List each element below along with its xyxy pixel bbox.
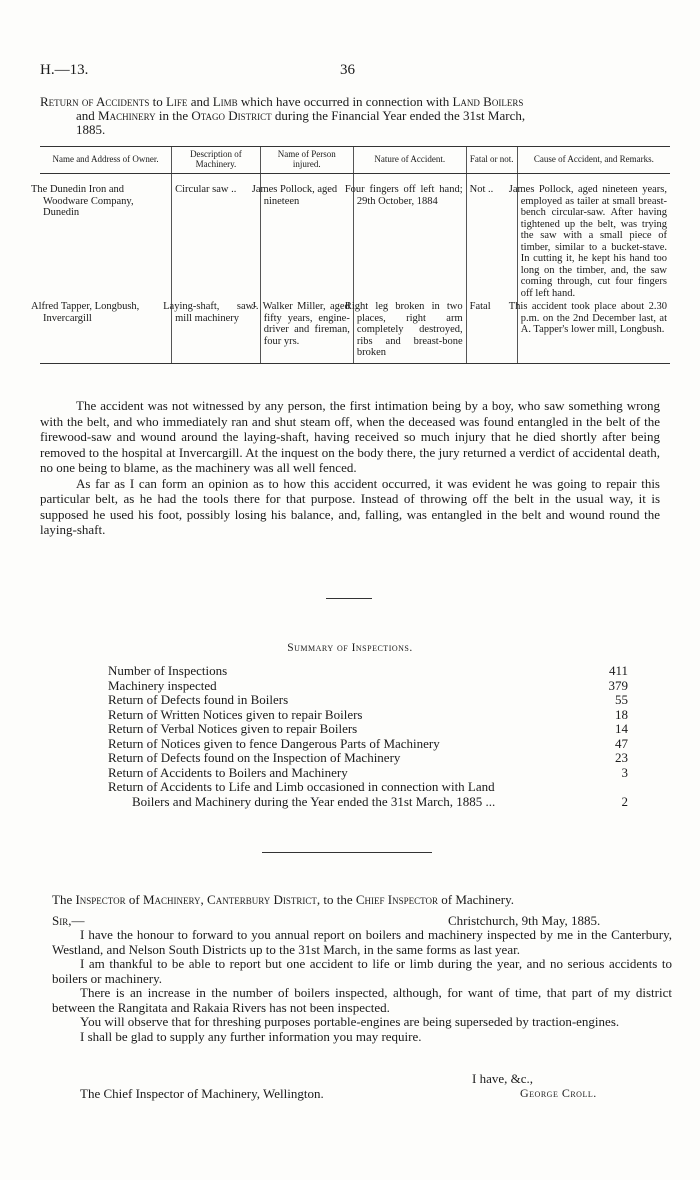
title-part: and <box>76 108 99 123</box>
document-reference: H.—13. <box>40 62 89 78</box>
title-part: during the Financial Year ended the 31st March, <box>271 108 526 123</box>
table-header-row <box>40 147 670 174</box>
summary-item <box>108 766 628 781</box>
letter-paragraph: You will observe that for threshing purposes portable-engines are being superseded by traction-engines. <box>80 1014 620 1029</box>
letter-body <box>52 928 672 1044</box>
summary-item <box>108 737 628 752</box>
summary-item <box>108 751 628 766</box>
person-cell: J. Walker Miller, aged fifty years, engine-driver and fireman, four yrs. <box>260 299 353 363</box>
summary-value: 3 <box>621 764 628 780</box>
table-row <box>40 299 670 363</box>
heading-part: Inspector <box>75 892 126 907</box>
fatal-cell: Fatal <box>466 299 517 363</box>
summary-label: Return of Defects found in Boilers <box>108 692 289 707</box>
column-header: Name and Address of Owner. <box>40 147 172 174</box>
table-row <box>40 184 670 299</box>
column-header: Nature of Accident. <box>353 147 466 174</box>
accidents-table <box>31 146 670 364</box>
summary-of-inspections <box>108 664 628 809</box>
column-header: Description of Machinery. <box>172 147 261 174</box>
title-part: in the <box>155 108 192 123</box>
summary-label-continued: Boilers and Machinery during the Year ended the 31st March, 1885 ... <box>132 793 496 809</box>
heading-part: The <box>52 892 76 907</box>
letter-paragraph: I have the honour to forward to you annual report on boilers and machinery inspected by me in the Canterbury, Westland, and Nelson South Districts up to the 31st March, in the same forms as last year. <box>52 927 672 957</box>
title-part: Life <box>165 94 188 109</box>
column-header: Fatal or not. <box>466 147 517 174</box>
title-part: and <box>187 94 213 109</box>
summary-item <box>108 780 628 809</box>
summary-item <box>108 693 628 708</box>
summary-item <box>108 708 628 723</box>
letter-heading <box>52 892 672 908</box>
title-line-2 <box>40 109 670 123</box>
title-part: Otago District <box>191 108 272 123</box>
letter-paragraph: I am thankful to be able to report but one accident to life or limb during the year, and no serious accidents to boilers or machinery. <box>52 956 672 986</box>
nature-cell: Four fingers off left hand; 29th October, 1884 <box>353 184 466 299</box>
heading-part: of <box>125 892 143 907</box>
title-part: Machinery <box>98 108 156 123</box>
narrative-paragraph: As far as I can form an opinion as to how this accident occurred, it was evident he was going to repair this particular belt, as he had the tools there for that purpose. Instead of throwing off the belt in the usual way, it is supposed he used his foot, possibly losing his balance, and, falling, was entangled in the belt and wound round the laying-shaft. <box>40 475 660 537</box>
summary-label: Return of Defects found on the Inspection of Machinery <box>108 750 401 765</box>
summary-item <box>108 679 628 694</box>
owner-cell: Alfred Tapper, Longbush, Invercargill <box>40 299 172 363</box>
column-header: Name of Person injured. <box>260 147 353 174</box>
summary-value: 2 <box>621 793 628 809</box>
remarks-cell: This accident took place about 2.30 p.m. on the 2nd December last, at A. Tapper's lower mill, Longbush. <box>517 299 670 363</box>
letter-paragraph: There is an increase in the number of boilers inspected, although, for want of time, that part of my district between the Rangitata and Rakaia Rivers has not been inspected. <box>52 985 672 1015</box>
machinery-cell: Laying-shaft, saw-mill machinery <box>172 299 261 363</box>
section-divider <box>326 598 372 599</box>
summary-item <box>108 722 628 737</box>
summary-label: Return of Accidents to Life and Limb occasioned in connection with Land <box>108 779 495 794</box>
fatal-cell: Not .. <box>466 184 517 299</box>
page-number: 36 <box>340 62 355 78</box>
title-part: which have occurred in connection with <box>237 94 453 109</box>
summary-title: Summary of Inspections. <box>287 642 413 654</box>
heading-part: of Machinery. <box>438 892 515 907</box>
letter-addressee: The Chief Inspector of Machinery, Wellington. <box>80 1086 324 1101</box>
summary-value: 47 <box>615 735 628 751</box>
summary-label: Return of Verbal Notices given to repair Boilers <box>108 721 358 736</box>
machinery-cell: Circular saw .. <box>172 184 261 299</box>
summary-value: 379 <box>608 677 628 693</box>
summary-label: Return of Notices given to fence Dangerous Parts of Machinery <box>108 735 440 751</box>
summary-label: Return of Written Notices given to repair Boilers <box>108 706 363 722</box>
title-part: to <box>149 94 166 109</box>
title-part: Return of Accidents <box>40 94 150 109</box>
return-title <box>40 95 670 137</box>
heading-part: Machinery, Canterbury District, <box>143 892 321 907</box>
section-divider <box>262 852 432 853</box>
summary-label: Machinery inspected <box>108 677 217 693</box>
summary-value: 14 <box>615 721 628 736</box>
letter-closing: I have, &c., <box>472 1071 534 1086</box>
remarks-cell: James Pollock, aged nineteen years, employed as tailer at small breast-bench circular-saw. After having tightened up the belt, was trying the saw with a small piece of timber, similar to a bucket-stave. In cutting it, he kept his hand too long on the timber, and, the saw coming through, cut four fingers off left hand. <box>517 184 670 299</box>
summary-value: 18 <box>615 706 628 722</box>
summary-label: Number of Inspections <box>108 663 228 678</box>
letter-paragraph: I shall be glad to supply any further information you may require. <box>80 1028 422 1044</box>
narrative <box>40 398 660 538</box>
letter-date: Christchurch, 9th May, 1885. <box>448 913 601 928</box>
title-part: Land Boilers <box>452 94 524 109</box>
summary-item <box>108 664 628 679</box>
summary-value: 23 <box>615 750 628 765</box>
person-cell: James Pollock, aged nineteen <box>260 184 353 299</box>
page-header <box>40 62 660 82</box>
title-part: Limb <box>212 94 238 109</box>
narrative-paragraph: The accident was not witnessed by any person, the first intimation being by a boy, who saw something wrong with the belt, and who immediately ran and shut steam off, when the deceased was found entangled in the belt of the firewood-saw and wound around the laying-shaft, having received so much injury that he died shortly after being removed to the hospital at Invercargill. At the inquest on the body there, the jury returned a verdict of accidental death, no one being to blame, as the machinery was all well fenced. <box>40 398 660 475</box>
salutation: Sir,— <box>52 913 85 928</box>
heading-part: Chief Inspector <box>355 892 438 907</box>
heading-part: to the <box>320 892 356 907</box>
signature: George Croll. <box>520 1086 597 1100</box>
summary-label: Return of Accidents to Boilers and Machinery <box>108 764 348 780</box>
title-line-3: 1885. <box>76 122 106 137</box>
column-header: Cause of Accident, and Remarks. <box>517 147 670 174</box>
summary-value: 411 <box>608 663 628 678</box>
summary-value: 55 <box>615 692 628 707</box>
owner-cell: The Dunedin Iron and Woodware Company, Dunedin <box>31 184 134 218</box>
nature-cell: Right leg broken in two places, right arm completely destroyed, ribs and breast-bone broken <box>353 299 466 363</box>
